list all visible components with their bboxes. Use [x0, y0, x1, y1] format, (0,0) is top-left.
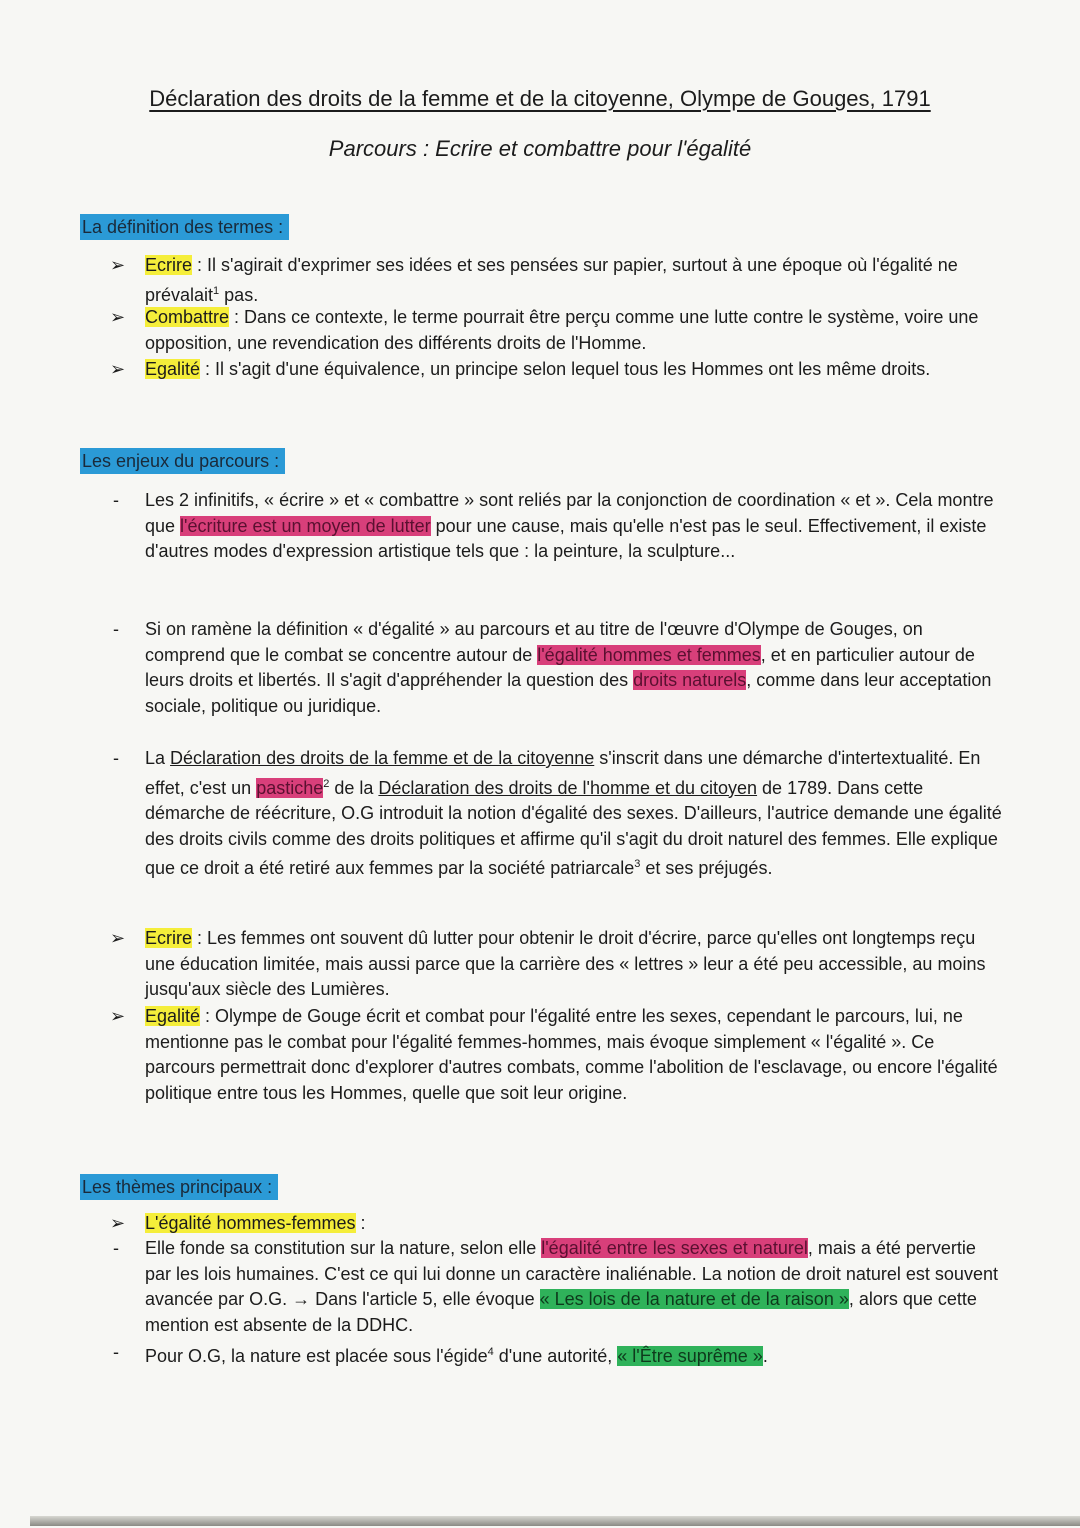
green-highlight: « Les lois de la nature et de la raison »: [539, 1289, 849, 1309]
term-highlight: Ecrire: [145, 928, 193, 948]
document-title: Déclaration des droits de la femme et de la citoyenne, Olympe de Gouges, 1791: [149, 86, 931, 111]
document-subtitle: Parcours : Ecrire et combattre pour l'égalité: [328, 136, 752, 161]
subheading: L'égalité hommes-femmes :: [145, 1213, 366, 1233]
page-edge-shadow: [30, 1516, 1080, 1526]
paragraph: Les 2 infinitifs, « écrire » et « combattre » sont reliés par la conjonction de coordination « et ». Cela montre que l'écriture est un moyen de lutter pour une cause, mais qu'elle n'est pas le seul. Effectivement, il existe d'autres modes d'expression artistique tels que : la peinture, la sculpture...: [145, 490, 994, 561]
paragraph: Si on ramène la définition « d'égalité » au parcours et au titre de l'œuvre d'Olympe de Gouges, on comprend que le combat se concentre autour de l'égalité hommes et femmes, et en particulier autour de leurs droits et libertés. Il s'agit d'appréhender la question des droits naturels, comme dans leur acceptation sociale, politique ou juridique.: [145, 619, 992, 716]
definition-item: Egalité : Il s'agit d'une équivalence, un principe selon lequel tous les Hommes ont les même droits.: [145, 359, 931, 379]
paragraph: La Déclaration des droits de la femme et de la citoyenne s'inscrit dans une démarche d'intertextualité. En effet, c'est un pastiche$^2$ de la Déclaration des droits de l'homme et du citoyen de 1789. Dans cette démarche de réécriture, O.G introduit la notion d'égalité des sexes. D'ailleurs, l'autrice demande une égalité des droits civils comme des droits politiques et affirme qu'il s'agit du droit naturel des femmes. Elle explique que ce droit a été retiré aux femmes par la société patriarcale$^3$ et ses préjugés.: [145, 748, 1002, 878]
pink-highlight: pastiche: [256, 777, 324, 798]
dash-bullet: -: [113, 490, 119, 510]
term-highlight: Ecrire: [145, 255, 193, 275]
section-heading-enjeux: Les enjeux du parcours :: [80, 448, 285, 474]
dash-bullet: -: [113, 619, 119, 639]
section-heading-definitions: La définition des termes :: [80, 214, 289, 240]
term-highlight: Egalité: [145, 359, 201, 379]
dash-bullet: -: [113, 1342, 119, 1362]
arrow-bullet-icon: ➢: [110, 1213, 126, 1233]
paragraph: Pour O.G, la nature est placée sous l'égide$^4$ d'une autorité, « l'Être suprême ».: [145, 1346, 768, 1366]
paragraph: Ecrire : Les femmes ont souvent dû lutter pour obtenir le droit d'écrire, parce qu'elles ont longtemps reçu une éducation limitée, mais aussi parce que la carrière des « lettres » leur a été peu accessible, au moins jusqu'aux siècle des Lumières.: [145, 928, 986, 999]
arrow-bullet-icon: ➢: [110, 928, 126, 948]
definition-item: Combattre : Dans ce contexte, le terme pourrait être perçu comme une lutte contre le système, voire une opposition, une revendication des différents droits de l'Homme.: [145, 307, 979, 353]
dash-bullet: -: [113, 748, 119, 768]
pink-highlight: l'écriture est un moyen de lutter: [180, 515, 431, 536]
term-highlight: Combattre: [145, 307, 230, 327]
section-heading-themes: Les thèmes principaux :: [80, 1174, 278, 1200]
pink-highlight: l'égalité hommes et femmes: [537, 644, 761, 665]
pink-highlight: droits naturels: [633, 670, 747, 690]
arrow-bullet-icon: ➢: [110, 255, 126, 275]
definition-item: Ecrire : Il s'agirait d'exprimer ses idées et ses pensées sur papier, surtout à une époque où l'égalité ne prévalait$^1$ pas.: [145, 255, 958, 305]
term-highlight: L'égalité hommes-femmes: [145, 1213, 356, 1233]
paragraph: Elle fonde sa constitution sur la nature, selon elle l'égalité entre les sexes et naturel, mais a été pervertie par les lois humaines. C'est ce qui lui donne un caractère inaliénable. La notion de droit naturel est souvent avancée par O.G. → Dans l'article 5, elle évoque « Les lois de la nature et de la raison », alors que cette mention est absente de la DDHC.: [145, 1238, 998, 1335]
dash-bullet: -: [113, 1238, 119, 1258]
arrow-bullet-icon: ➢: [110, 359, 126, 379]
arrow-bullet-icon: ➢: [110, 307, 126, 327]
pink-highlight: l'égalité entre les sexes et naturel: [541, 1238, 808, 1258]
arrow-bullet-icon: ➢: [110, 1006, 126, 1026]
term-highlight: Egalité: [145, 1006, 201, 1026]
green-highlight: « l'Être suprême »: [617, 1346, 763, 1366]
paragraph: Egalité : Olympe de Gouge écrit et combat pour l'égalité entre les sexes, cependant le parcours, lui, ne mentionne pas le combat pour l'égalité femmes-hommes, mais évoque simplement « l'égalité ». Ce parcours permettrait donc d'explorer d'autres combats, comme l'abolition de l'esclavage, ou encore l'égalité politique entre tous les Hommes, quelle que soit leur origine.: [145, 1006, 998, 1103]
